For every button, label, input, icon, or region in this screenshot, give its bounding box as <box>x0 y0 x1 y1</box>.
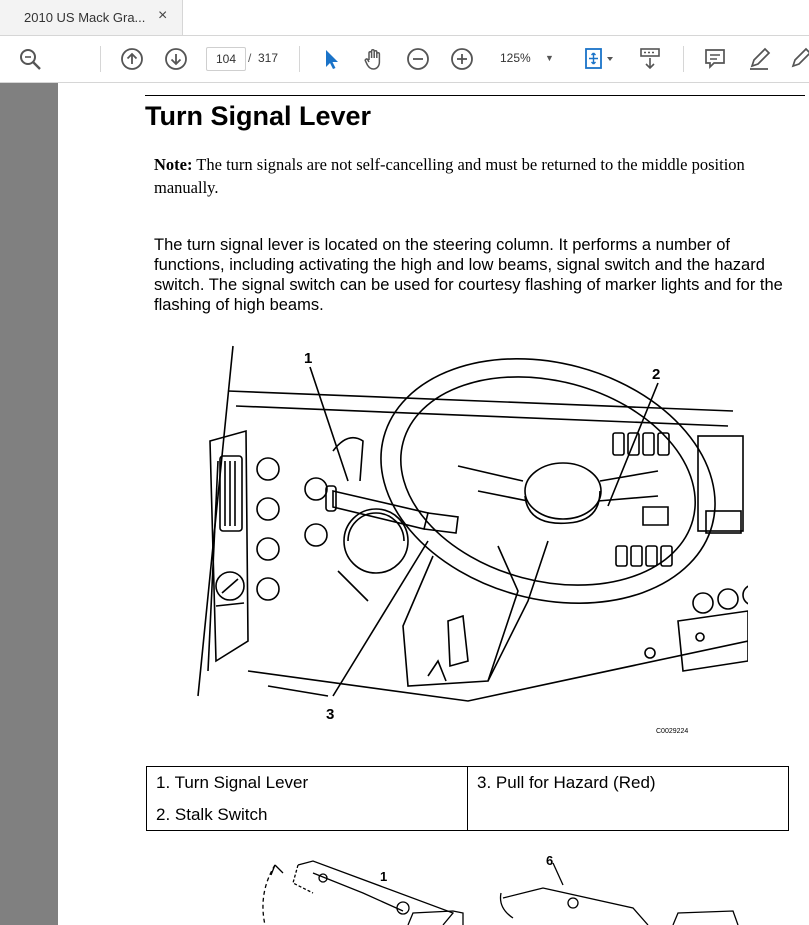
steering-column-illustration <box>188 341 748 746</box>
body-paragraph: The turn signal lever is located on the steering column. It performs a number of functions, including activating the high and low beams, signal switch and the hazard switch. The signal switch can be used for courtesy flashing of marker lights and for the flashing of high beams. <box>154 236 783 314</box>
page-title: Turn Signal Lever <box>145 101 372 131</box>
draw-icon <box>789 46 809 72</box>
toolbar-divider <box>100 46 101 72</box>
toolbar-divider <box>683 46 684 72</box>
figure-callout: 1 <box>304 350 313 367</box>
pen-icon <box>746 46 772 72</box>
hand-icon <box>361 46 387 72</box>
arrow-up-icon <box>119 46 145 72</box>
find-button[interactable] <box>17 46 43 72</box>
left-gutter <box>0 83 58 925</box>
legend-item: 1. Turn Signal Lever <box>156 773 309 792</box>
page-number-input[interactable]: 104 <box>206 47 246 71</box>
zoom-select[interactable] <box>492 47 562 69</box>
minus-circle-icon <box>405 46 431 72</box>
legend-table <box>146 766 789 831</box>
scroll-mode-icon <box>637 46 663 72</box>
fit-page-button[interactable] <box>582 46 618 72</box>
page-separator: / <box>248 51 252 65</box>
zoom-out-button[interactable] <box>405 46 431 72</box>
header-rule <box>145 95 805 96</box>
scrolling-mode-button[interactable] <box>637 46 663 72</box>
turn-signal-lever-diagram <box>253 853 809 925</box>
figure-callout: 6 <box>546 853 554 868</box>
comment-icon <box>702 46 728 72</box>
close-tab-button[interactable]: × <box>158 7 168 24</box>
figure-callout: 3 <box>326 706 335 723</box>
figure-callout: 1 <box>380 869 388 884</box>
legend-item: 2. Stalk Switch <box>156 805 268 824</box>
legend-item: 3. Pull for Hazard (Red) <box>477 773 656 792</box>
total-pages: 317 <box>258 51 279 65</box>
fit-page-icon <box>582 46 618 72</box>
figure-code: C0029224 <box>656 728 689 735</box>
note-paragraph <box>154 153 774 199</box>
tab-bar <box>0 0 809 36</box>
legend-column-divider <box>467 767 468 830</box>
document-tab[interactable] <box>0 0 183 35</box>
document-page[interactable] <box>58 83 809 925</box>
toolbar-divider <box>299 46 300 72</box>
chevron-down-icon: ▼ <box>545 53 554 63</box>
next-page-button[interactable] <box>163 46 189 72</box>
select-tool-button[interactable] <box>318 46 344 72</box>
zoom-value: 125% <box>500 51 531 65</box>
plus-circle-icon <box>449 46 475 72</box>
arrow-down-icon <box>163 46 189 72</box>
figure-callout: 2 <box>652 366 661 383</box>
comment-button[interactable] <box>702 46 728 72</box>
highlight-button[interactable] <box>746 46 772 72</box>
search-icon <box>17 46 43 72</box>
note-label: Note: <box>154 155 193 174</box>
hand-tool-button[interactable] <box>361 46 387 72</box>
previous-page-button[interactable] <box>119 46 145 72</box>
zoom-in-button[interactable] <box>449 46 475 72</box>
cursor-icon <box>318 46 344 72</box>
tab-title: 2010 US Mack Gra... <box>24 10 146 25</box>
note-text: The turn signals are not self-cancelling and must be returned to the middle position manually. <box>154 155 745 197</box>
draw-button[interactable] <box>789 46 809 72</box>
